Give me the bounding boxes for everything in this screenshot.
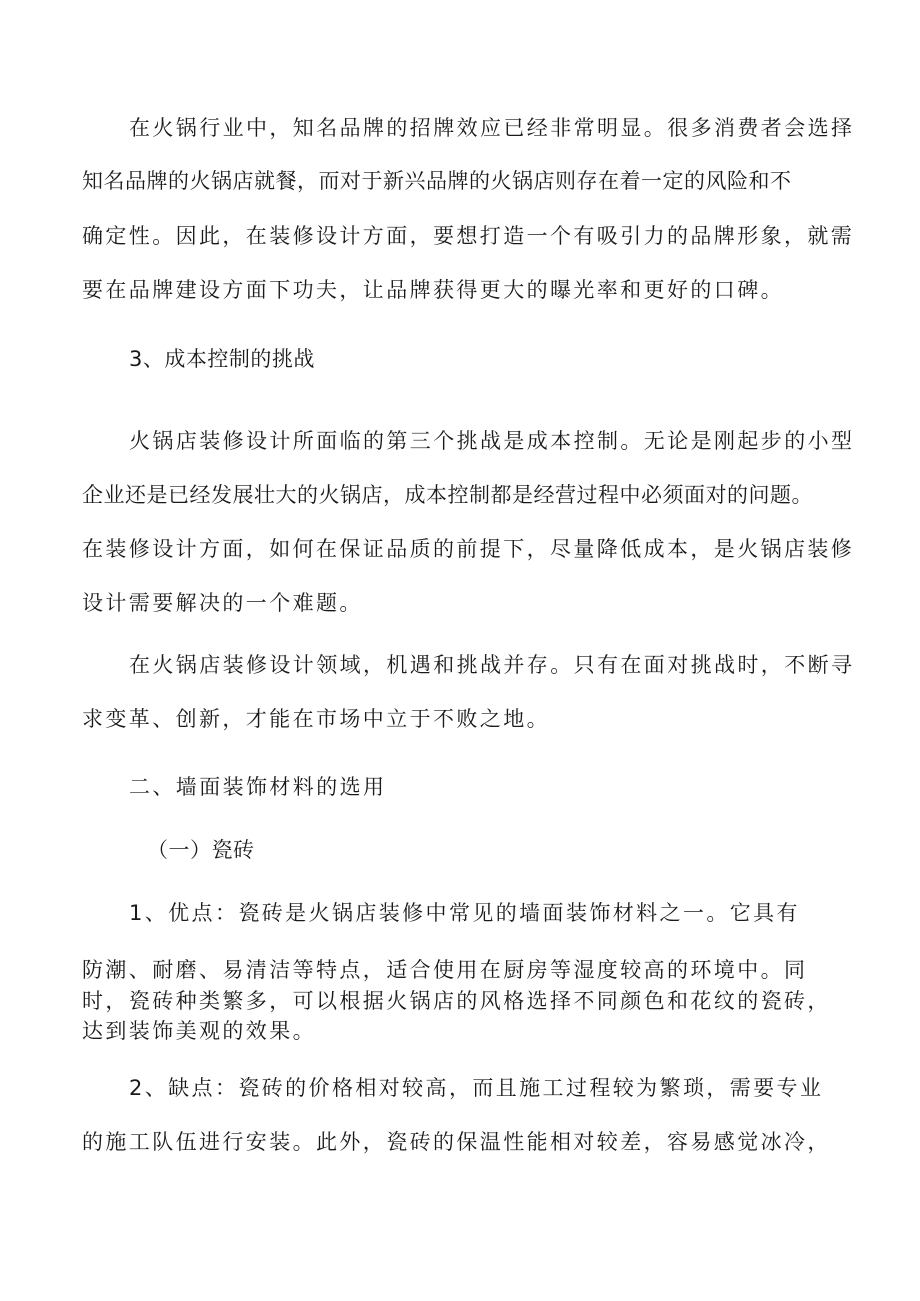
paragraph-line: 在火锅店装修设计领域，机遇和挑战并存。只有在面对挑战时，不断寻	[129, 653, 855, 677]
paragraph-line: 在装修设计方面，如何在保证品质的前提下，尽量降低成本，是火锅店装修	[82, 537, 855, 561]
section-heading: 二、墙面装饰材料的选用	[129, 775, 387, 799]
paragraph-line: 时，瓷砖种类繁多，可以根据火锅店的风格选择不同颜色和花纹的瓷砖，	[82, 989, 831, 1013]
paragraph-line: 知名品牌的火锅店就餐，而对于新兴品牌的火锅店则存在着一定的风险和不	[82, 169, 792, 193]
paragraph-line: 企业还是已经发展壮大的火锅店，成本控制都是经营过程中必须面对的问题。	[82, 483, 813, 507]
paragraph-line: 的施工队伍进行安装。此外，瓷砖的保温性能相对较差，容易感觉冰冷，	[82, 1130, 831, 1154]
subsection-heading: （一）瓷砖	[147, 838, 255, 862]
paragraph-line: 防潮、耐磨、易清洁等特点，适合使用在厨房等湿度较高的环境中。同	[82, 958, 808, 982]
paragraph-line: 求变革、创新，才能在市场中立于不败之地。	[82, 707, 550, 731]
paragraph-line: 1、优点：瓷砖是火锅店装修中常见的墙面装饰材料之一。它具有	[129, 901, 800, 925]
paragraph-line: 确定性。因此，在装修设计方面，要想打造一个有吸引力的品牌形象，就需	[82, 224, 855, 248]
paragraph-line: 要在品牌建设方面下功夫，让品牌获得更大的曝光率和更好的口碑。	[82, 278, 784, 302]
paragraph-line: 在火锅行业中，知名品牌的招牌效应已经非常明显。很多消费者会选择	[129, 116, 855, 140]
paragraph-line: 设计需要解决的一个难题。	[82, 591, 363, 615]
paragraph-line: 火锅店装修设计所面临的第三个挑战是成本控制。无论是刚起步的小型	[129, 429, 855, 453]
paragraph-line: 2、缺点：瓷砖的价格相对较高，而且施工过程较为繁琐，需要专业	[129, 1076, 824, 1100]
paragraph-line: 达到装饰美观的效果。	[82, 1019, 316, 1043]
section-heading: 3、成本控制的挑战	[129, 347, 315, 371]
